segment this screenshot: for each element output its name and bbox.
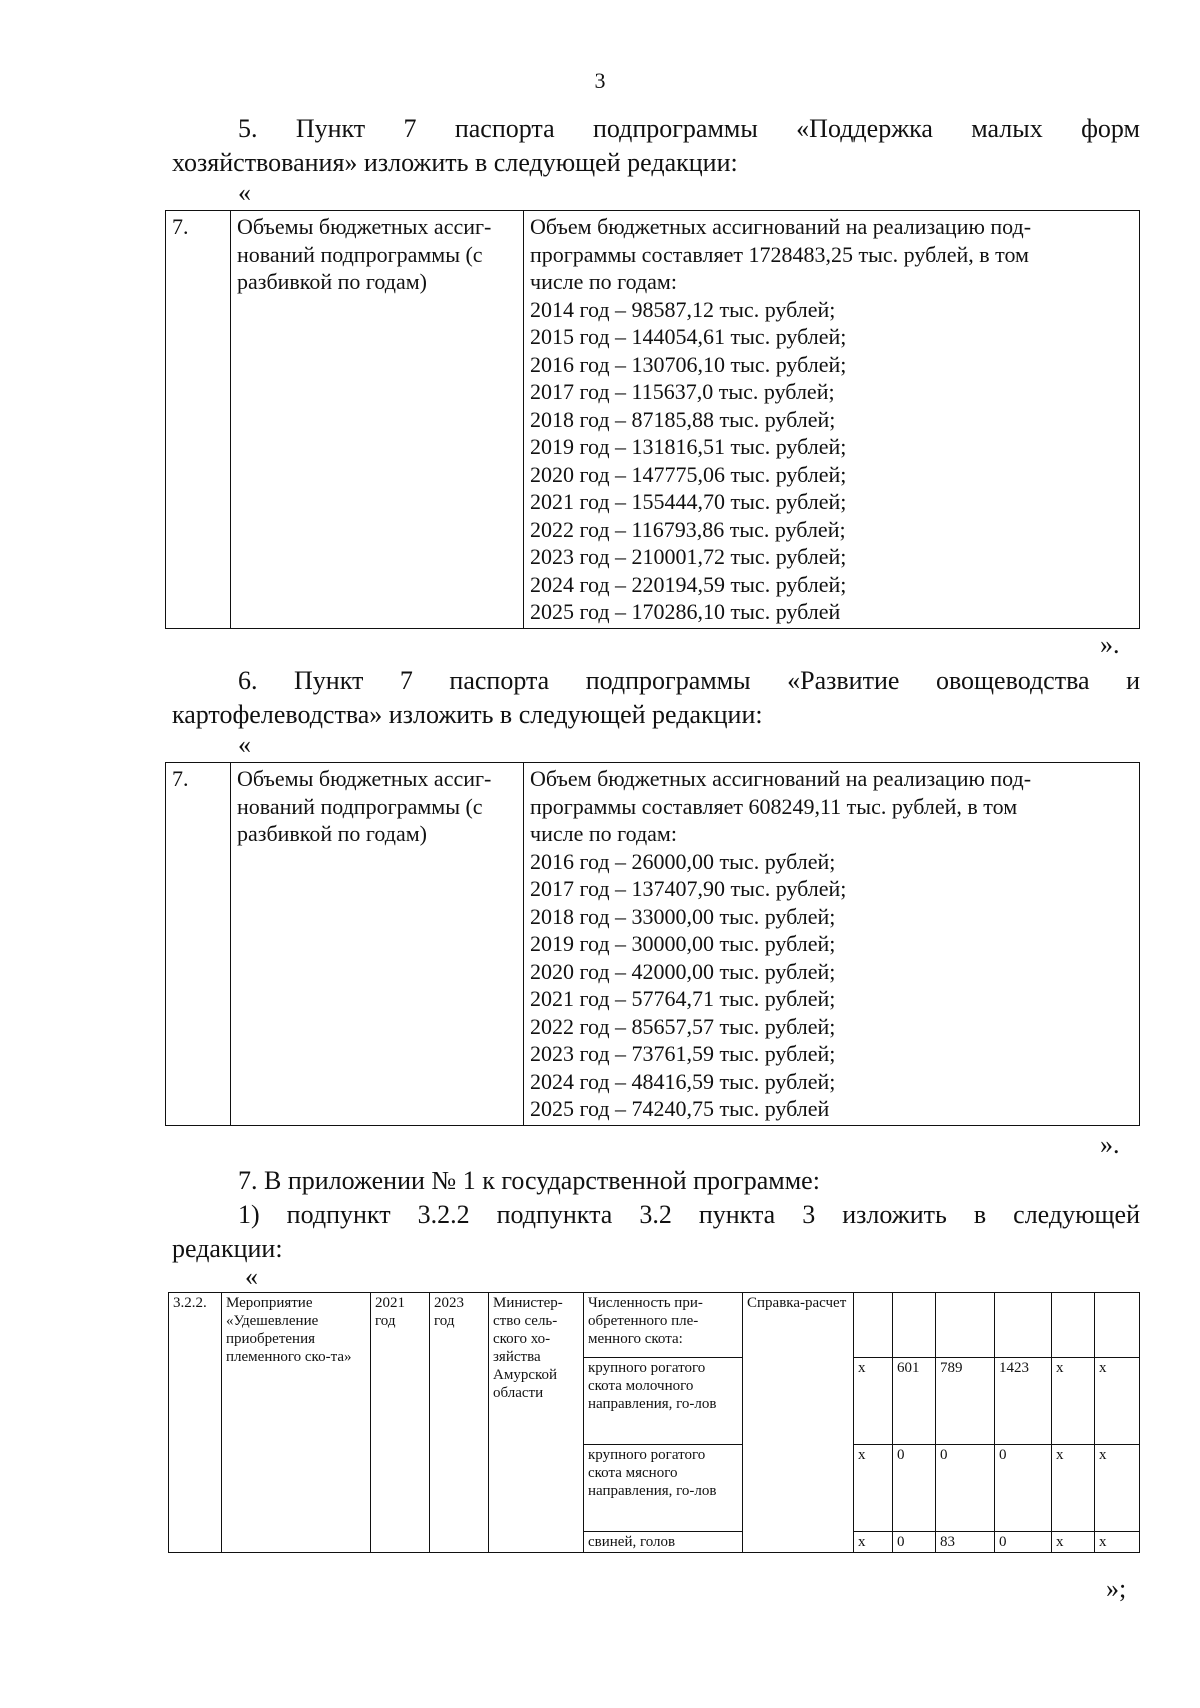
value-cell: 0 [995,1445,1052,1532]
row-label [231,763,524,1126]
label-line: Объемы бюджетных ассиг- [237,214,492,239]
measure-number: 3.2.2. [169,1293,222,1553]
value-cell: x [1052,1358,1095,1445]
label-line: нований подпрограммы (с [237,793,483,819]
value-line: 2015 год – 144054,61 тыс. рублей; [530,324,847,349]
value-line: числе по годам: [530,269,677,294]
section-5-table [165,210,1140,629]
value-line: 2018 год – 87185,88 тыс. рублей; [530,406,836,432]
indicator-header: Численность при-обретенного пле-менного скота: [584,1293,743,1358]
value-cell: 0 [893,1532,936,1553]
value-cell: x [1052,1445,1095,1532]
value-line: 2019 год – 131816,51 тыс. рублей; [530,434,847,459]
year-end: 2023 год [430,1293,489,1553]
value-line: 2017 год – 115637,0 тыс. рублей; [530,379,835,404]
row-number: 7. [166,211,231,629]
section-7-sub-line-1: 1) подпункт 3.2.2 подпункта 3.2 пункта 3 изложить в следующей [238,1200,1140,1229]
indicator-name: свиней, голов [584,1532,743,1553]
label-line: Объемы бюджетных ассиг- [237,766,492,791]
value-line: Объем бюджетных ассигнований на реализацию под- [530,766,1032,791]
value-line: 2023 год – 210001,72 тыс. рублей; [530,544,847,569]
value-line: 2024 год – 48416,59 тыс. рублей; [530,1068,836,1094]
value-line: 2021 год – 57764,71 тыс. рублей; [530,986,836,1011]
value-line: 2021 год – 155444,70 тыс. рублей; [530,489,847,514]
value-cell: 1423 [995,1358,1052,1445]
indicator-name: крупного рогатого скота молочного направления, го-лов [584,1358,743,1445]
year-start: 2021 год [371,1293,430,1553]
value-line: 2023 год – 73761,59 тыс. рублей; [530,1041,836,1066]
source: Справка-расчет [743,1293,854,1553]
value-cell: x [1095,1445,1140,1532]
value-line: программы составляет 608249,11 тыс. рублей, в том [530,793,1018,819]
value-cell: x [1095,1532,1140,1553]
section-6-line-1: 6. Пункт 7 паспорта подпрограммы «Развитие овощеводства и [238,666,1140,695]
value-line: 2024 год – 220194,59 тыс. рублей; [530,571,847,597]
section-5-close-quote: ». [1100,630,1120,659]
section-7-heading: 7. В приложении № 1 к государственной программе: [238,1166,820,1195]
value-line: 2022 год – 85657,57 тыс. рублей; [530,1013,836,1039]
value-cell: 83 [936,1532,995,1553]
value-line: Объем бюджетных ассигнований на реализацию под- [530,214,1032,239]
value-line: 2016 год – 130706,10 тыс. рублей; [530,351,847,377]
section-7-sub-line-2: редакции: [172,1234,283,1263]
row-label [231,211,524,629]
section-5-paragraph [172,112,1140,180]
value-line: программы составляет 1728483,25 тыс. рублей, в том [530,241,1029,267]
section-5-line-1: 5. Пункт 7 паспорта подпрограммы «Поддержка малых форм [238,114,1140,143]
row-value [524,763,1140,1126]
value-cell: x [854,1532,893,1553]
section-6-line-2: картофелеводства» изложить в следующей редакции: [172,700,763,729]
section-7-paragraph [172,1164,1140,1266]
row-number: 7. [166,763,231,1126]
label-line: разбивкой по годам) [237,821,427,846]
value-cell: 0 [995,1532,1052,1553]
table-row [166,763,1140,1126]
value-cell: 0 [936,1445,995,1532]
value-cell: x [854,1445,893,1532]
value-cell: x [1095,1358,1140,1445]
value-line: 2020 год – 147775,06 тыс. рублей; [530,461,847,487]
section-7-open-quote: « [245,1262,258,1291]
value-line: числе по годам: [530,821,677,846]
section-7-close-quote: »; [1106,1574,1127,1603]
value-line: 2025 год – 74240,75 тыс. рублей [530,1096,830,1121]
label-line: нований подпрограммы (с [237,241,483,267]
value-cell: x [854,1358,893,1445]
value-cell: 601 [893,1358,936,1445]
value-line: 2025 год – 170286,10 тыс. рублей [530,599,841,624]
value-line: 2018 год – 33000,00 тыс. рублей; [530,903,836,929]
page-number: 3 [594,68,606,93]
section-7-table [168,1292,1140,1553]
value-cell: 789 [936,1358,995,1445]
indicator-name: крупного рогатого скота мясного направления, го-лов [584,1445,743,1532]
section-6-table [165,762,1140,1126]
value-line: 2020 год – 42000,00 тыс. рублей; [530,958,836,984]
section-5-line-2: хозяйствования» изложить в следующей редакции: [172,148,738,177]
section-6-open-quote: « [238,730,251,759]
section-5-open-quote: « [238,178,251,207]
measure-name: Мероприятие «Удешевление приобретения племенного ско-та» [222,1293,371,1553]
value-cell: x [1052,1532,1095,1553]
value-line: 2022 год – 116793,86 тыс. рублей; [530,516,846,542]
section-6-paragraph [172,664,1140,732]
value-line: 2014 год – 98587,12 тыс. рублей; [530,296,836,322]
row-value [524,211,1140,629]
value-line: 2017 год – 137407,90 тыс. рублей; [530,876,847,901]
table-row [169,1293,1140,1358]
executor: Министер-ство сель-ского хо-зяйства Амурской области [489,1293,584,1553]
section-6-close-quote: ». [1100,1130,1120,1159]
label-line: разбивкой по годам) [237,269,427,294]
value-line: 2019 год – 30000,00 тыс. рублей; [530,931,836,956]
table-row [166,211,1140,629]
value-line: 2016 год – 26000,00 тыс. рублей; [530,848,836,874]
value-cell: 0 [893,1445,936,1532]
